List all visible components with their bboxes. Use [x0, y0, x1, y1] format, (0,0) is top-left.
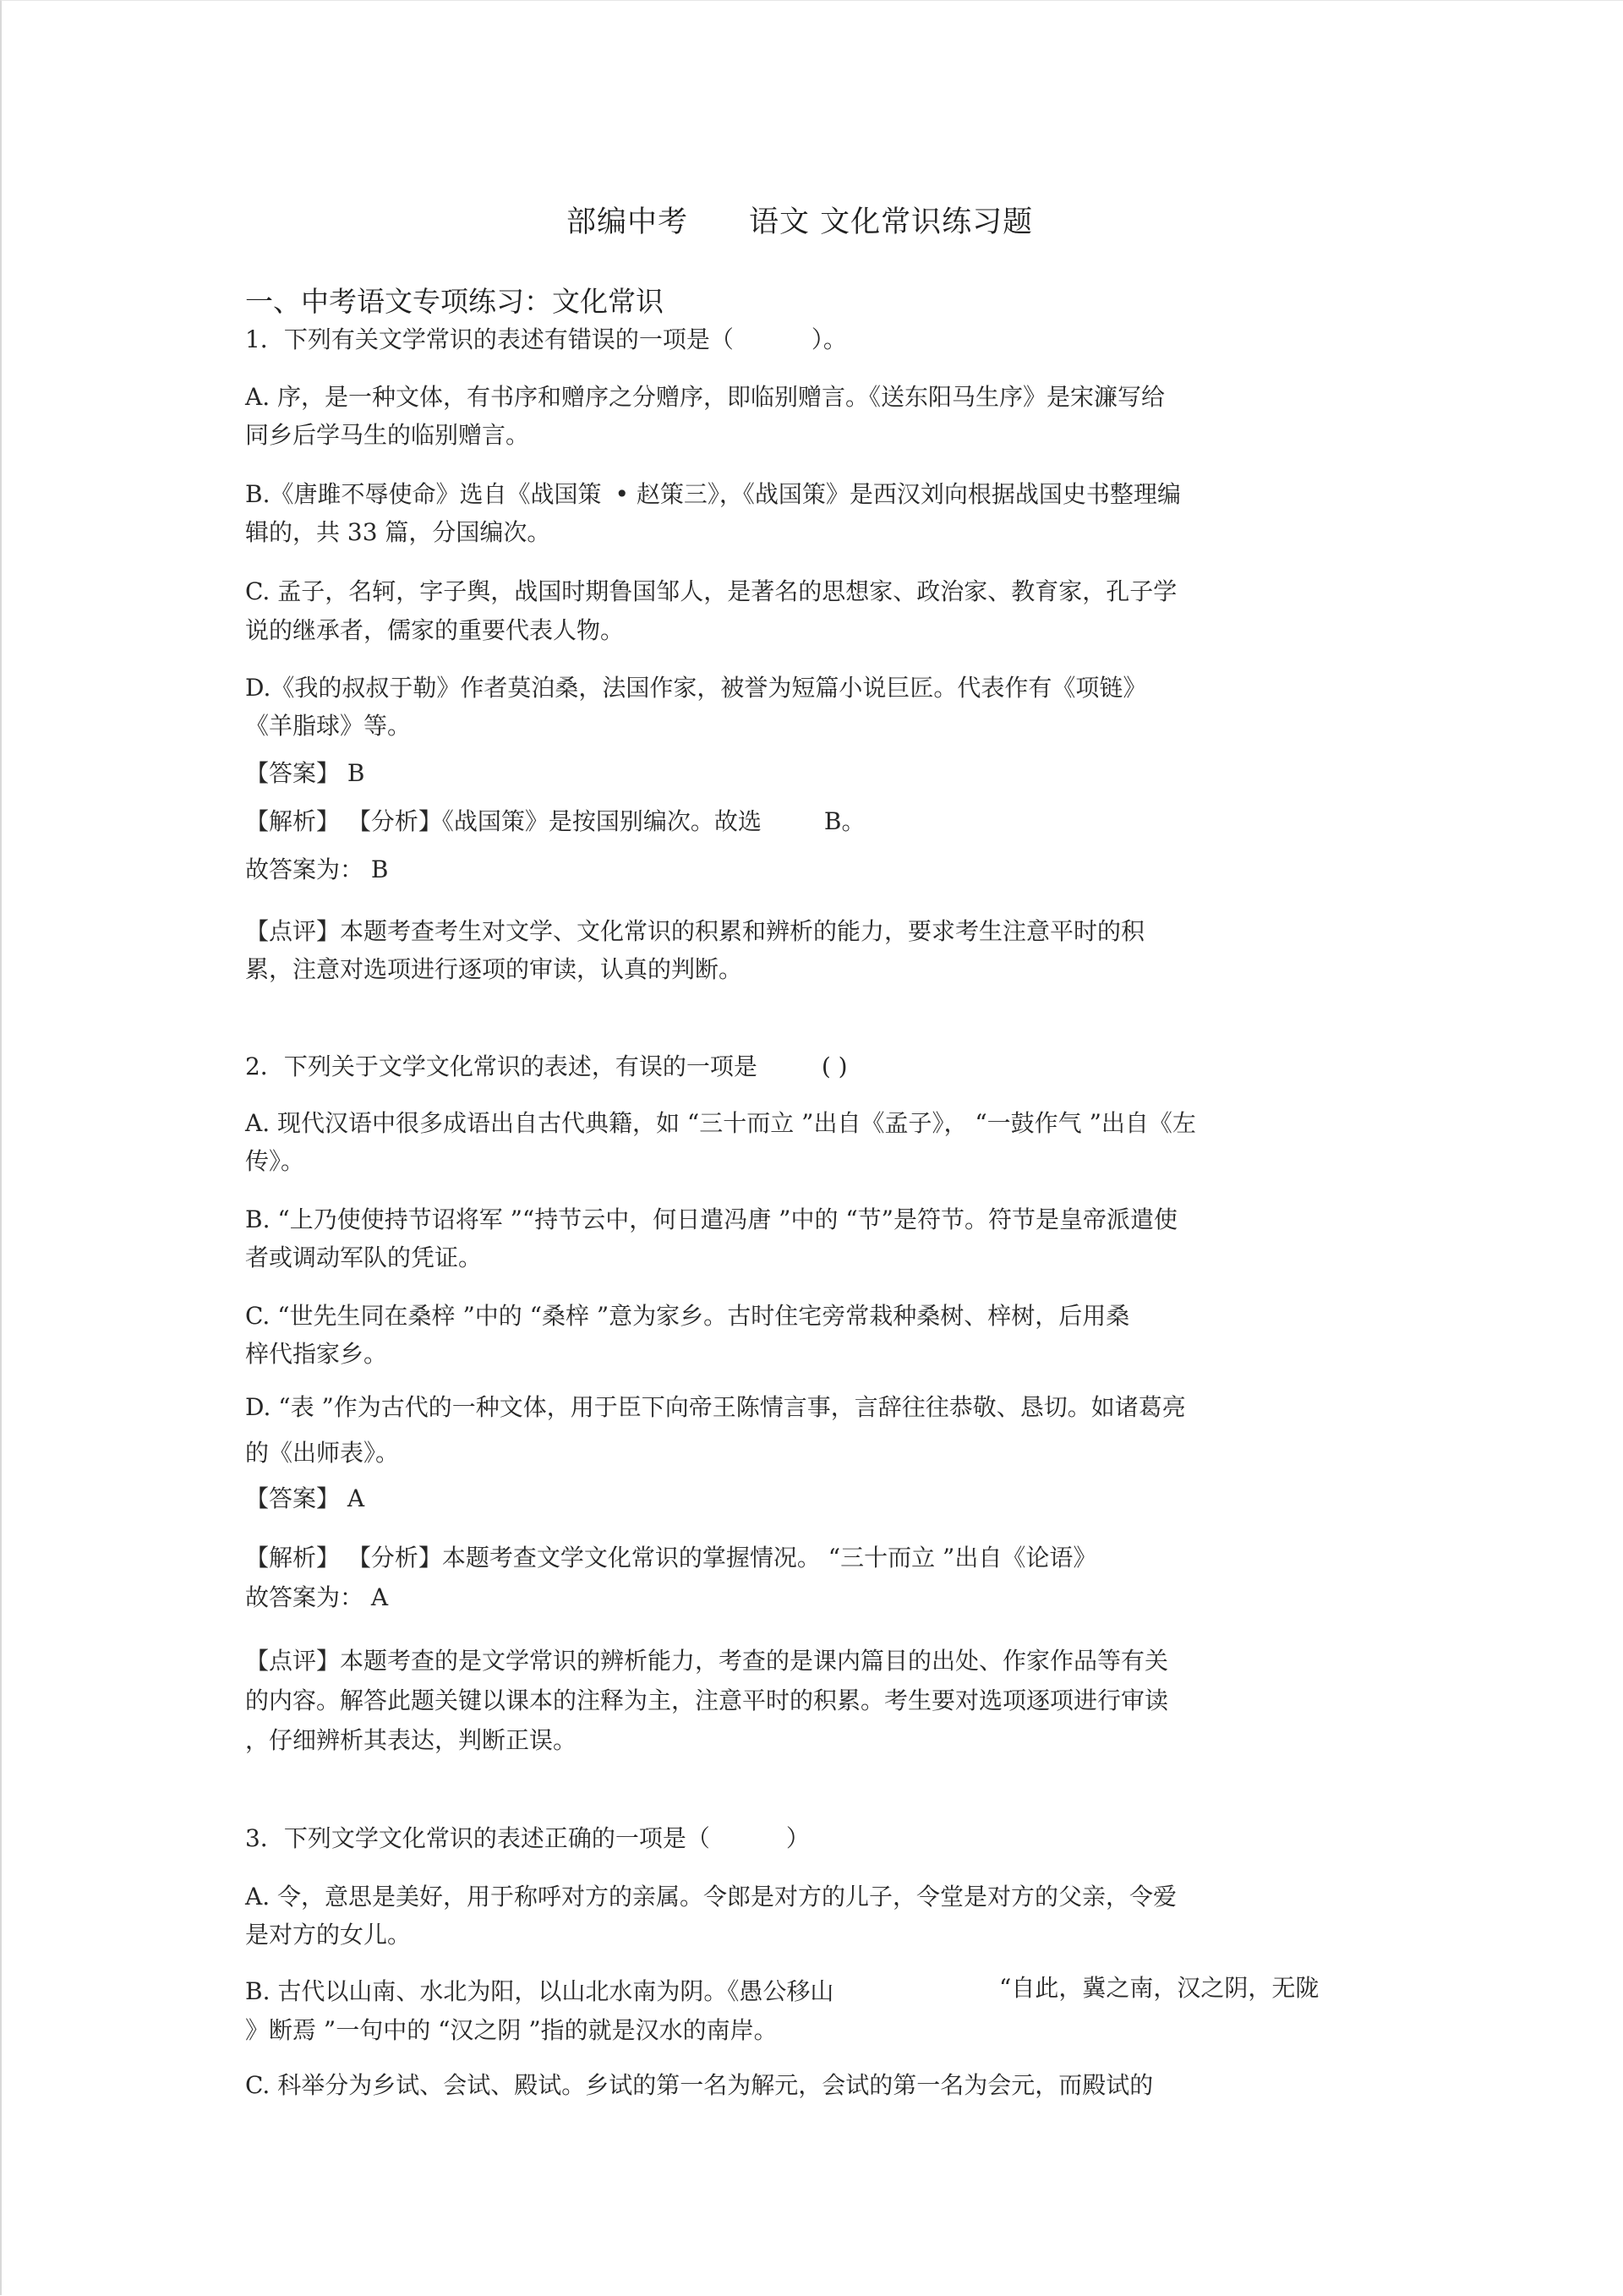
q1-option-a-line2: 同乡后学马生的临别赠言。 [245, 421, 530, 449]
q1-stem-close: ）。 [811, 325, 847, 353]
q1-analysis-choice: B。 [823, 807, 866, 835]
q1-stem [245, 325, 847, 354]
q2-answer: 【答案】 A [245, 1484, 365, 1512]
q2-option-b-line1: B. “上乃使使持节诏将军 ”“持节云中，何日遣冯唐 ”中的 “节”是符节。符节是皇帝派遣使 [245, 1205, 1178, 1233]
q2-stem [245, 1052, 848, 1081]
q3-option-a-line1: A. 令，意思是美好，用于称呼对方的亲属。令郎是对方的儿子，令堂是对方的父亲，令爱 [245, 1883, 1178, 1911]
q2-option-a-line1: A. 现代汉语中很多成语出自古代典籍，如 “三十而立 ”出自《孟子》， “一鼓作气 ”出自《左 [245, 1109, 1196, 1137]
q1-conclusion: 故答案为： B [245, 856, 389, 883]
q1-option-d-line2: 《羊脂球》等。 [245, 712, 412, 740]
q1-option-b-line2: 辑的，共 33 篇，分国编次。 [245, 518, 551, 546]
q1-comment-line2: 累，注意对选项进行逐项的审读，认真的判断。 [245, 955, 743, 983]
q1-analysis-text: 【解析】 【分析】《战国策》是按国别编次。故选 [245, 807, 762, 835]
q1-option-d-line1: D.《我的叔叔于勒》作者莫泊桑，法国作家，被誉为短篇小说巨匠。代表作有《项链》 [245, 674, 1147, 702]
q3-stem [245, 1824, 810, 1853]
q2-option-d-line1: D. “表 ”作为古代的一种文体，用于臣下向帝王陈情言事，言辞往往恭敬、恳切。如诸葛亮 [245, 1393, 1186, 1421]
q3-stem-close: ） [785, 1824, 810, 1852]
q2-option-a-line2: 传》。 [245, 1147, 305, 1175]
q2-stem-paren: ( ) [821, 1052, 848, 1080]
q1-option-c-line1: C. 孟子，名轲，字子舆，战国时期鲁国邹人，是著名的思想家、政治家、教育家，孔子学 [245, 577, 1178, 605]
q3-option-b-line2: 》断焉 ”一句中的 “汉之阴 ”指的就是汉水的南岸。 [245, 2016, 778, 2044]
q3-stem-text: 3．下列文学文化常识的表述正确的一项是（ [245, 1824, 710, 1852]
q2-comment-line2: 的内容。解答此题关键以课本的注释为主，注意平时的积累。考生要对选项逐项进行审读 [245, 1686, 1169, 1714]
q1-option-b-part2: • 赵策三》，《战国策》是西汉刘向根据战国史书整理编 [615, 480, 1181, 508]
q1-comment-line1: 【点评】本题考查考生对文学、文化常识的积累和辨析的能力，要求考生注意平时的积 [245, 917, 1145, 945]
q2-stem-text: 2．下列关于文学文化常识的表述，有误的一项是 [245, 1052, 757, 1080]
q3-option-b-line1-part1: B. 古代以山南、水北为阳，以山北水南为阴。《愚公移山 [245, 1977, 834, 2005]
q1-option-b-part1: B.《唐雎不辱使命》选自《战国策 [245, 480, 602, 508]
q1-option-b-line1 [245, 480, 1181, 509]
q3-option-a-line2: 是对方的女儿。 [245, 1921, 412, 1949]
q2-analysis: 【解析】 【分析】本题考查文学文化常识的掌握情况。 “三十而立 ”出自《论语》 [245, 1544, 1097, 1572]
q2-comment-line3: ，仔细辨析其表达，判断正误。 [245, 1726, 577, 1754]
q1-option-a-line1: A. 序，是一种文体，有书序和赠序之分赠序，即临别赠言。《送东阳马生序》是宋濂写给 [245, 383, 1166, 411]
q3-option-c-line1: C. 科举分为乡试、会试、殿试。乡试的第一名为解元，会试的第一名为会元，而殿试的 [245, 2071, 1154, 2099]
doc-title-part2: 语文 文化常识练习题 [749, 205, 1034, 239]
q2-option-c-line2: 梓代指家乡。 [245, 1340, 388, 1368]
q1-option-c-line2: 说的继承者，儒家的重要代表人物。 [245, 616, 625, 644]
q2-comment-line1: 【点评】本题考查的是文学常识的辨析能力，考查的是课内篇目的出处、作家作品等有关 [245, 1647, 1169, 1675]
q1-answer: 【答案】 B [245, 759, 365, 787]
q2-conclusion: 故答案为： A [245, 1583, 389, 1611]
q1-analysis [245, 807, 865, 836]
section-heading: 一、中考语文专项练习：文化常识 [245, 285, 664, 318]
q3-option-b-line1-part2: “自此，冀之南，汉之阴，无陇 [999, 1974, 1320, 2002]
q2-option-d-line2: 的《出师表》。 [245, 1439, 400, 1467]
doc-title-part1: 部编中考 [566, 205, 689, 239]
q1-stem-text: 1．下列有关文学常识的表述有错误的一项是（ [245, 325, 734, 353]
q2-option-c-line1: C. “世先生同在桑梓 ”中的 “桑梓 ”意为家乡。古时住宅旁常栽种桑树、梓树，后用桑 [245, 1302, 1130, 1330]
q2-option-b-line2: 者或调动军队的凭证。 [245, 1244, 483, 1271]
